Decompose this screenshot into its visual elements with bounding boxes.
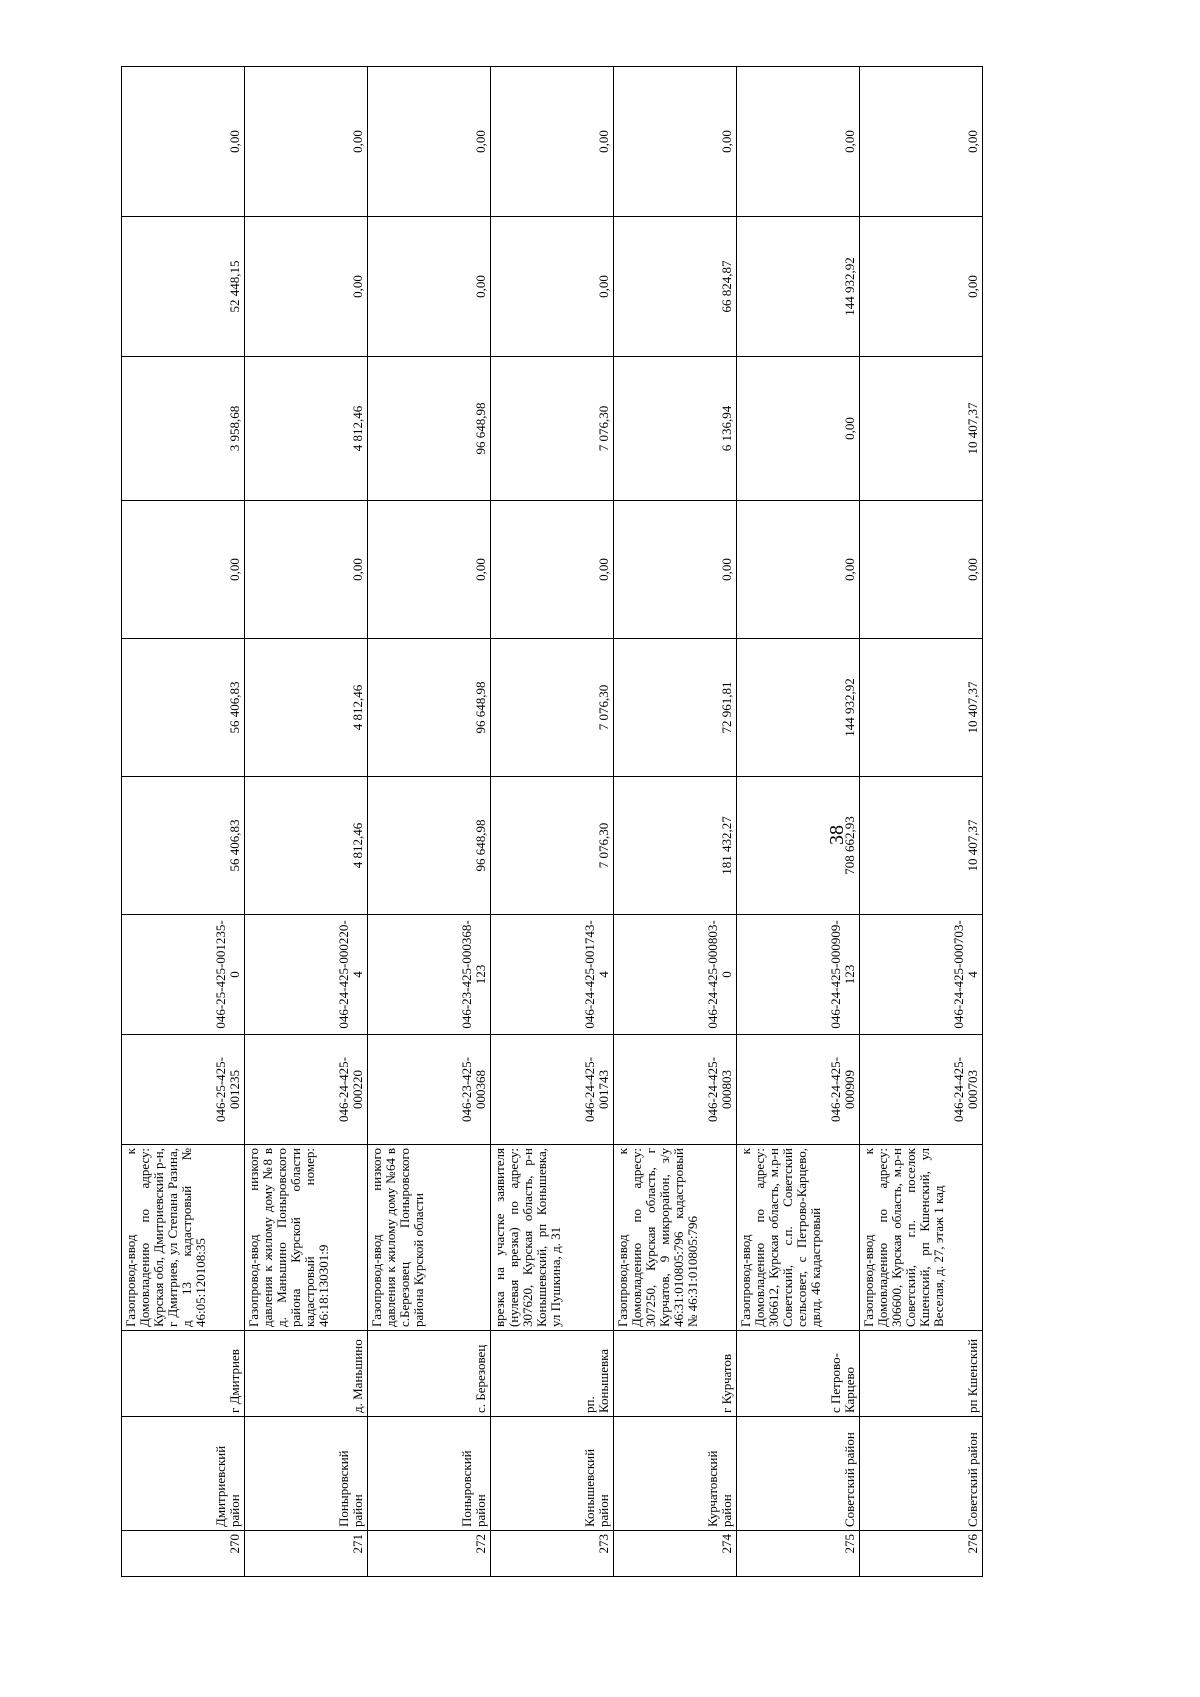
district-cell: Советский район <box>737 1417 860 1531</box>
description-cell: Газопровод-ввод низкого давления к жилому дому №64 в с.Березовец Поныровского района Курской области <box>368 1145 491 1331</box>
value-cell-2: 144 932,92 <box>737 639 860 777</box>
value-cell-6: 0,00 <box>245 67 368 217</box>
value-cell-5: 0,00 <box>860 217 983 357</box>
value-cell-5: 66 824,87 <box>614 217 737 357</box>
settlement-cell: г Курчатов <box>614 1331 737 1417</box>
object-code-cell: 046-23-425-000368 <box>368 1035 491 1145</box>
value-cell-1: 7 076,30 <box>491 777 614 915</box>
value-cell-6: 0,00 <box>122 67 245 217</box>
row-number: 273 <box>491 1531 614 1577</box>
value-cell-2: 7 076,30 <box>491 639 614 777</box>
settlement-cell: рп Кшенский <box>860 1331 983 1417</box>
value-cell-4: 6 136,94 <box>614 357 737 501</box>
district-cell: Поныровский район <box>245 1417 368 1531</box>
settlement-cell: г Дмитриев <box>122 1331 245 1417</box>
value-cell-1: 181 432,27 <box>614 777 737 915</box>
page-number: 38 <box>826 825 848 845</box>
object-code-cell: 046-24-425-000703 <box>860 1035 983 1145</box>
settlement-cell: д. Маньшино <box>245 1331 368 1417</box>
inventory-code-cell: 046-24-425-000909-123 <box>737 915 860 1035</box>
row-number: 272 <box>368 1531 491 1577</box>
settlement-cell: рп. Конышевка <box>491 1331 614 1417</box>
value-cell-2: 56 406,83 <box>122 639 245 777</box>
district-cell: Курчатовский район <box>614 1417 737 1531</box>
value-cell-4: 10 407,37 <box>860 357 983 501</box>
table-body <box>122 67 983 1577</box>
table-row <box>122 67 245 1577</box>
table-row <box>614 67 737 1577</box>
description-cell: Газопровод-ввод к Домовладению по адресу: 306612, Курская область, м.р-н Советский, с.п. Советский сельсовет, с Петрово-Карцево, двлд. 46 кадастровый <box>737 1145 860 1331</box>
value-cell-2: 96 648,98 <box>368 639 491 777</box>
value-cell-6: 0,00 <box>368 67 491 217</box>
row-number: 275 <box>737 1531 860 1577</box>
value-cell-4: 4 812,46 <box>245 357 368 501</box>
settlement-cell: с Петрово-Карцево <box>737 1331 860 1417</box>
inventory-code-cell: 046-24-425-000803-0 <box>614 915 737 1035</box>
table-row <box>491 67 614 1577</box>
value-cell-3: 0,00 <box>860 501 983 639</box>
value-cell-1: 4 812,46 <box>245 777 368 915</box>
description-cell: врезка на участке заявителя (нулевая врезка) по адресу: 307620, Курская область, р-н Конышевский, рп Конышевка, ул Пушкина, д. 31 <box>491 1145 614 1331</box>
description-cell: Газопровод-ввод к Домовладению по адресу: 307250, Курская область, г Курчатов, 9 микрорайон, з/у 46:31:010805:796 кадастровый № 46:31:010805:796 <box>614 1145 737 1331</box>
value-cell-6: 0,00 <box>860 67 983 217</box>
value-cell-2: 72 961,81 <box>614 639 737 777</box>
district-cell: Дмитриевский район <box>122 1417 245 1531</box>
value-cell-1: 10 407,37 <box>860 777 983 915</box>
row-number: 271 <box>245 1531 368 1577</box>
table-row <box>368 67 491 1577</box>
value-cell-3: 0,00 <box>491 501 614 639</box>
value-cell-3: 0,00 <box>614 501 737 639</box>
value-cell-6: 0,00 <box>614 67 737 217</box>
value-cell-4: 0,00 <box>737 357 860 501</box>
value-cell-1: 96 648,98 <box>368 777 491 915</box>
object-code-cell: 046-24-425-000803 <box>614 1035 737 1145</box>
inventory-code-cell: 046-24-425-001743-4 <box>491 915 614 1035</box>
value-cell-1: 708 662,93 <box>737 777 860 915</box>
object-code-cell: 046-24-425-001743 <box>491 1035 614 1145</box>
object-code-cell: 046-24-425-000909 <box>737 1035 860 1145</box>
district-cell: Советский район <box>860 1417 983 1531</box>
row-number: 274 <box>614 1531 737 1577</box>
value-cell-4: 3 958,68 <box>122 357 245 501</box>
description-cell: Газопровод-ввод к Домовладению по адресу: Курская обл, Дмитриевский р-н, г Дмитриев, ул Степана Разина, д 13 кадастровый № 46:05:120108:35 <box>122 1145 245 1331</box>
value-cell-3: 0,00 <box>245 501 368 639</box>
value-cell-5: 0,00 <box>491 217 614 357</box>
inventory-code-cell: 046-24-425-000220-4 <box>245 915 368 1035</box>
inventory-code-cell: 046-24-425-000703-4 <box>860 915 983 1035</box>
table-row <box>737 67 860 1577</box>
table-row <box>860 67 983 1577</box>
description-cell: Газопровод-ввод низкого давления к жилому дому №8 в д. Маньшино Поныровского района Курской области кадастровый номер: 46:18:130301:9 <box>245 1145 368 1331</box>
value-cell-3: 0,00 <box>368 501 491 639</box>
assets-table <box>121 66 983 1577</box>
value-cell-4: 7 076,30 <box>491 357 614 501</box>
value-cell-2: 10 407,37 <box>860 639 983 777</box>
row-number: 276 <box>860 1531 983 1577</box>
value-cell-4: 96 648,98 <box>368 357 491 501</box>
row-number: 270 <box>122 1531 245 1577</box>
value-cell-2: 4 812,46 <box>245 639 368 777</box>
district-cell: Конышевский район <box>491 1417 614 1531</box>
value-cell-5: 0,00 <box>245 217 368 357</box>
object-code-cell: 046-25-425-001235 <box>122 1035 245 1145</box>
value-cell-6: 0,00 <box>737 67 860 217</box>
value-cell-3: 0,00 <box>737 501 860 639</box>
value-cell-5: 144 932,92 <box>737 217 860 357</box>
inventory-code-cell: 046-25-425-001235-0 <box>122 915 245 1035</box>
object-code-cell: 046-24-425-000220 <box>245 1035 368 1145</box>
table-row <box>245 67 368 1577</box>
settlement-cell: с. Березовец <box>368 1331 491 1417</box>
description-cell: Газопровод-ввод к Домовладению по адресу: 306600, Курская область, м.р-н Советский, г.п. поселок Кшенский, рп Кшенский, ул Веселая, д. 27, этаж 1 кад <box>860 1145 983 1331</box>
value-cell-6: 0,00 <box>491 67 614 217</box>
value-cell-5: 52 448,15 <box>122 217 245 357</box>
value-cell-1: 56 406,83 <box>122 777 245 915</box>
value-cell-3: 0,00 <box>122 501 245 639</box>
inventory-code-cell: 046-23-425-000368-123 <box>368 915 491 1035</box>
district-cell: Поныровский район <box>368 1417 491 1531</box>
value-cell-5: 0,00 <box>368 217 491 357</box>
